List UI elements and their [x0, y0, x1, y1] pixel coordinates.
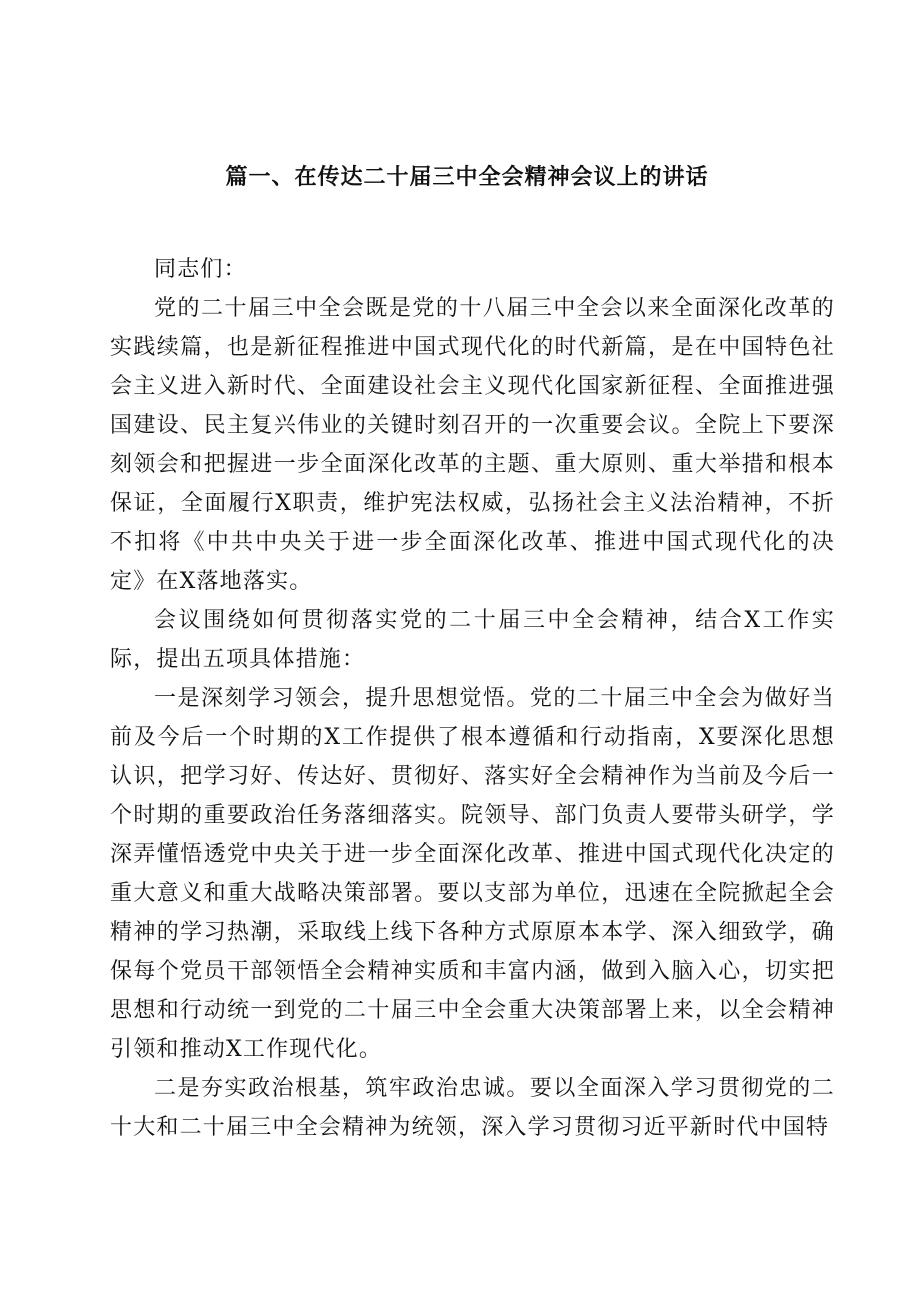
- paragraph-intro: 党的二十届三中全会既是党的十八届三中全会以来全面深化改革的实践续篇，也是新征程推进中国式现代化的时代新篇，是在中国特色社会主义进入新时代、全面建设社会主义现代化国家新征程、全面推进强国建设、民主复兴伟业的关键时刻召开的一次重要会议。全院上下要深刻领会和把握进一步全面深化改革的主题、重大原则、重大举措和根本保证，全面履行X职责，维护宪法权威，弘扬社会主义法治精神，不折不扣将《中共中央关于进一步全面深化改革、推进中国式现代化的决定》在X落地落实。: [110, 296, 835, 594]
- paragraph-measures-intro: 会议围绕如何贯彻落实党的二十届三中全会精神，结合X工作实际，提出五项具体措施：: [110, 608, 835, 672]
- paragraph-measure-two: 二是夯实政治根基，筑牢政治忠诚。要以全面深入学习贯彻党的二十大和二十届三中全会精神为统领，深入学习贯彻习近平新时代中国特: [110, 1076, 835, 1140]
- document-body: [110, 250, 835, 1147]
- document-title: 篇一、在传达二十届三中全会精神会议上的讲话: [225, 165, 709, 190]
- salutation: 同志们：: [154, 257, 247, 282]
- paragraph-measure-one: 一是深刻学习领会，提升思想觉悟。党的二十届三中全会为做好当前及今后一个时期的X工作提供了根本遵循和行动指南，X要深化思想认识，把学习好、传达好、贯彻好、落实好全会精神作为当前及今后一个时期的重要政治任务落细落实。院领导、部门负责人要带头研学，学深弄懂悟透党中央关于进一步全面深化改革、推进中国式现代化决定的重大意义和重大战略决策部署。要以支部为单位，迅速在全院掀起全会精神的学习热潮，采取线上线下各种方式原原本本学、深入细致学，确保每个党员干部领悟全会精神实质和丰富内涵，做到入脑入心，切实把思想和行动统一到党的二十届三中全会重大决策部署上来，以全会精神引领和推动X工作现代化。: [110, 686, 835, 1062]
